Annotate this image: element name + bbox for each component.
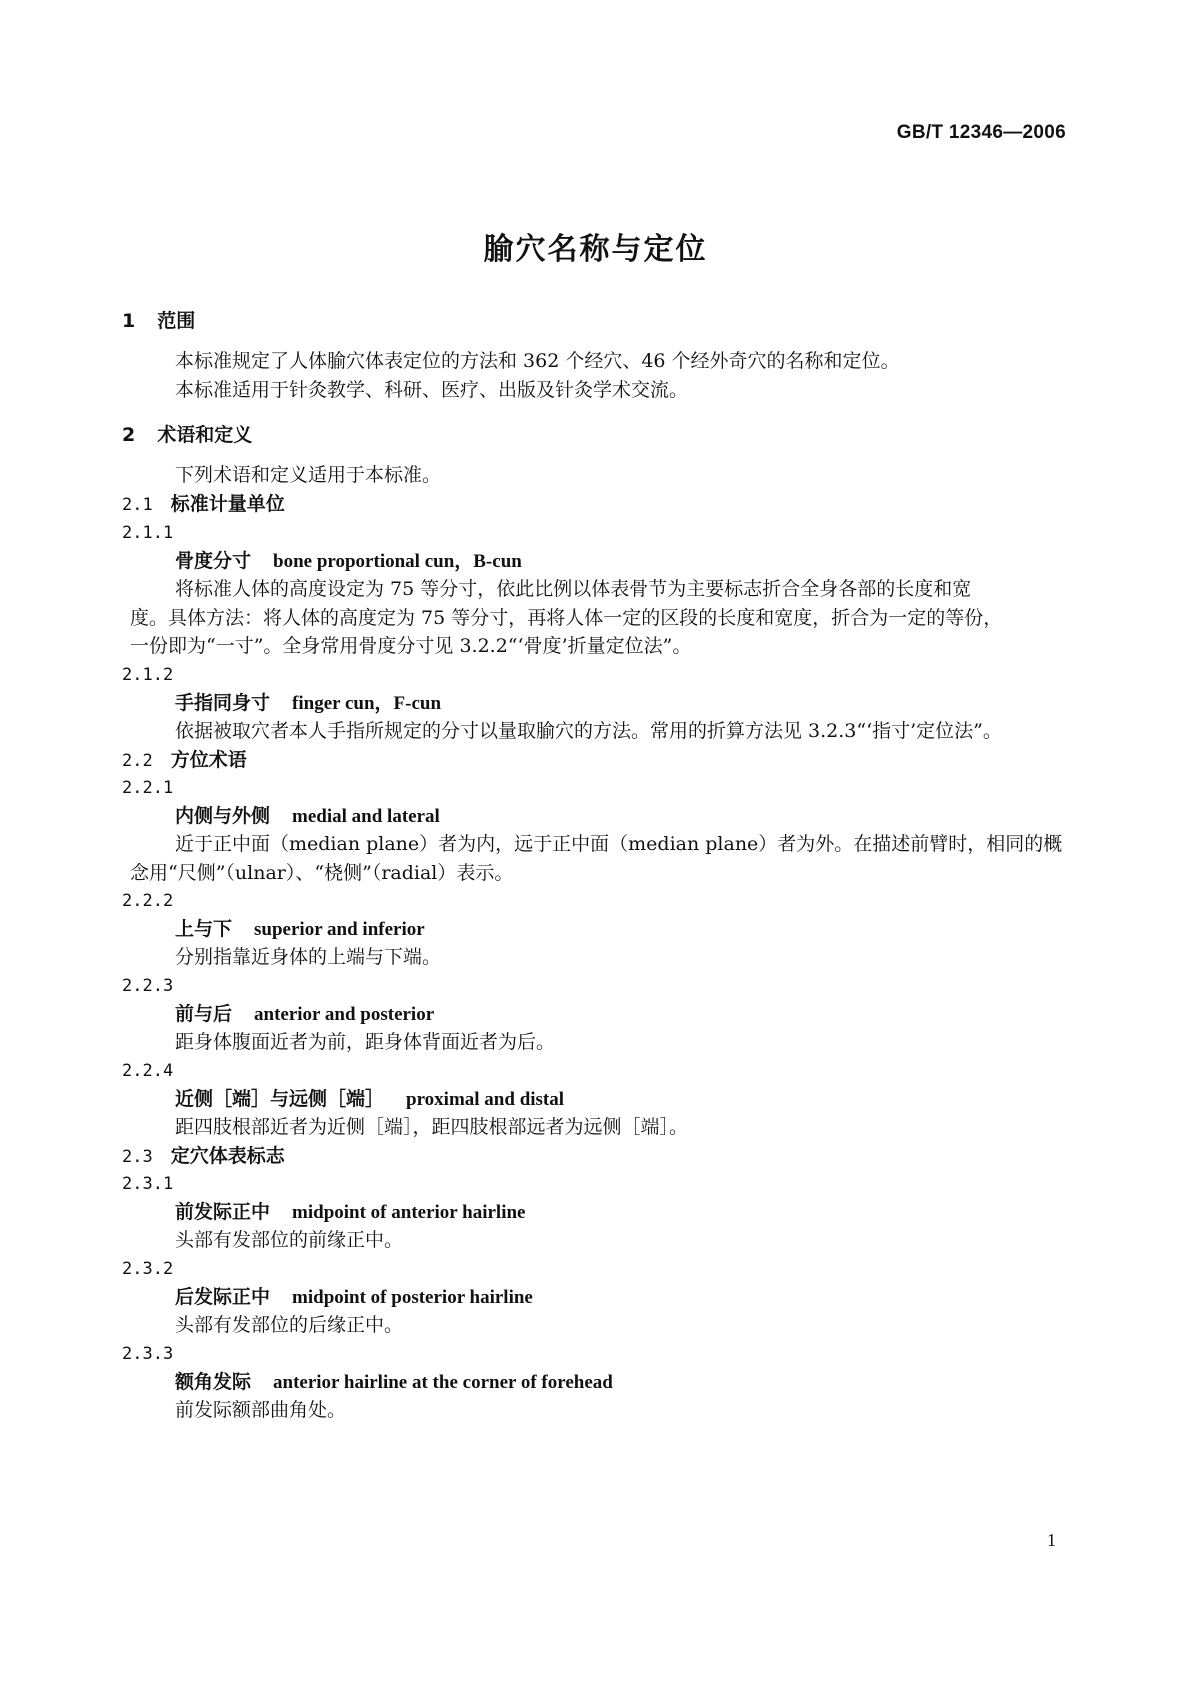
section-1-heading: 1 范围 [122, 310, 196, 332]
section-2-1-1-line-1: 将标准人体的高度设定为 75 等分寸，依此比例以体表骨节为主要标志折合全身各部的长度和宽 [175, 578, 972, 600]
section-2-3-3-number: 2.3.3 [122, 1344, 174, 1364]
section-2-2-2-line-1: 分别指靠近身体的上端与下端。 [175, 946, 442, 968]
section-2-1-heading: 2.1 标准计量单位 [122, 493, 285, 515]
section-2-3-title: 定穴体表标志 [170, 1145, 285, 1167]
section-2-1-2-term: 手指同身寸 finger cun，F-cun [175, 692, 442, 714]
section-2-1-title: 标准计量单位 [170, 493, 285, 515]
section-1-paragraph-2: 本标准适用于针灸教学、科研、医疗、出版及针灸学术交流。 [175, 379, 689, 401]
section-2-2-3-line-1: 距身体腹面近者为前，距身体背面近者为后。 [175, 1031, 556, 1053]
section-2-2-heading: 2.2 方位术语 [122, 749, 247, 771]
section-1-paragraph-1: 本标准规定了人体腧穴体表定位的方法和 362 个经穴、46 个经外奇穴的名称和定位。 [175, 350, 900, 372]
section-2-intro: 下列术语和定义适用于本标准。 [175, 464, 442, 486]
section-2-2-3-term: 前与后 anterior and posterior [175, 1003, 435, 1025]
section-2-2-2-term: 上与下 superior and inferior [175, 918, 425, 940]
section-2-2-3-number: 2.2.3 [122, 976, 174, 996]
section-2-2-4-number: 2.2.4 [122, 1061, 174, 1081]
document-title: 腧穴名称与定位 [483, 232, 708, 267]
section-2-title: 术语和定义 [157, 424, 253, 446]
section-2-2-1-line-1: 近于正中面（median plane）者为内，远于正中面（median plane）者为外。在描述前臂时，相同的概 [175, 833, 1063, 855]
section-2-3-1-line-1: 头部有发部位的前缘正中。 [175, 1229, 404, 1251]
section-2-3-3-line-1: 前发际额部曲角处。 [175, 1399, 347, 1421]
section-2-2-4-term: 近侧［端］与远侧［端］ proximal and distal [175, 1088, 565, 1110]
standard-code: GB/T 12346—2006 [896, 122, 1066, 143]
section-2-3-2-term: 后发际正中 midpoint of posterior hairline [175, 1286, 533, 1308]
section-2-2-1-line-2: 念用“尺侧”（ulnar）、“桡侧”（radial）表示。 [130, 862, 514, 884]
section-2-1-1-term: 骨度分寸 bone proportional cun，B-cun [175, 550, 522, 572]
section-2-heading: 2 术语和定义 [122, 424, 253, 446]
section-2-3-2-line-1: 头部有发部位的后缘正中。 [175, 1314, 404, 1336]
section-2-2-1-number: 2.2.1 [122, 778, 174, 798]
section-2-1-2-line-1: 依据被取穴者本人手指所规定的分寸以量取腧穴的方法。常用的折算方法见 3.2.3“‘指寸’定位法”。 [175, 720, 1002, 742]
section-2-3-1-term: 前发际正中 midpoint of anterior hairline [175, 1201, 526, 1223]
section-2-2-2-number: 2.2.2 [122, 891, 174, 911]
section-2-2-4-line-1: 距四肢根部近者为近侧［端］，距四肢根部远者为远侧［端］。 [175, 1116, 689, 1138]
section-2-3-3-term: 额角发际 anterior hairline at the corner of forehead [175, 1371, 613, 1393]
section-2-3-2-number: 2.3.2 [122, 1259, 174, 1279]
section-2-2-1-term: 内侧与外侧 medial and lateral [175, 805, 440, 827]
section-2-3-heading: 2.3 定穴体表标志 [122, 1145, 285, 1167]
section-2-3-1-number: 2.3.1 [122, 1174, 174, 1194]
page-number: 1 [1047, 1530, 1056, 1550]
section-2-1-1-number: 2.1.1 [122, 523, 174, 543]
section-2-1-2-number: 2.1.2 [122, 665, 174, 685]
section-1-title: 范围 [157, 310, 196, 332]
section-2-1-1-line-3: 一份即为“一寸”。全身常用骨度分寸见 3.2.2“‘骨度’折量定位法”。 [130, 635, 692, 657]
section-2-1-1-line-2: 度。具体方法：将人体的高度定为 75 等分寸，再将人体一定的区段的长度和宽度，折合为一定的等份， [130, 607, 1003, 629]
section-2-2-title: 方位术语 [170, 749, 247, 771]
